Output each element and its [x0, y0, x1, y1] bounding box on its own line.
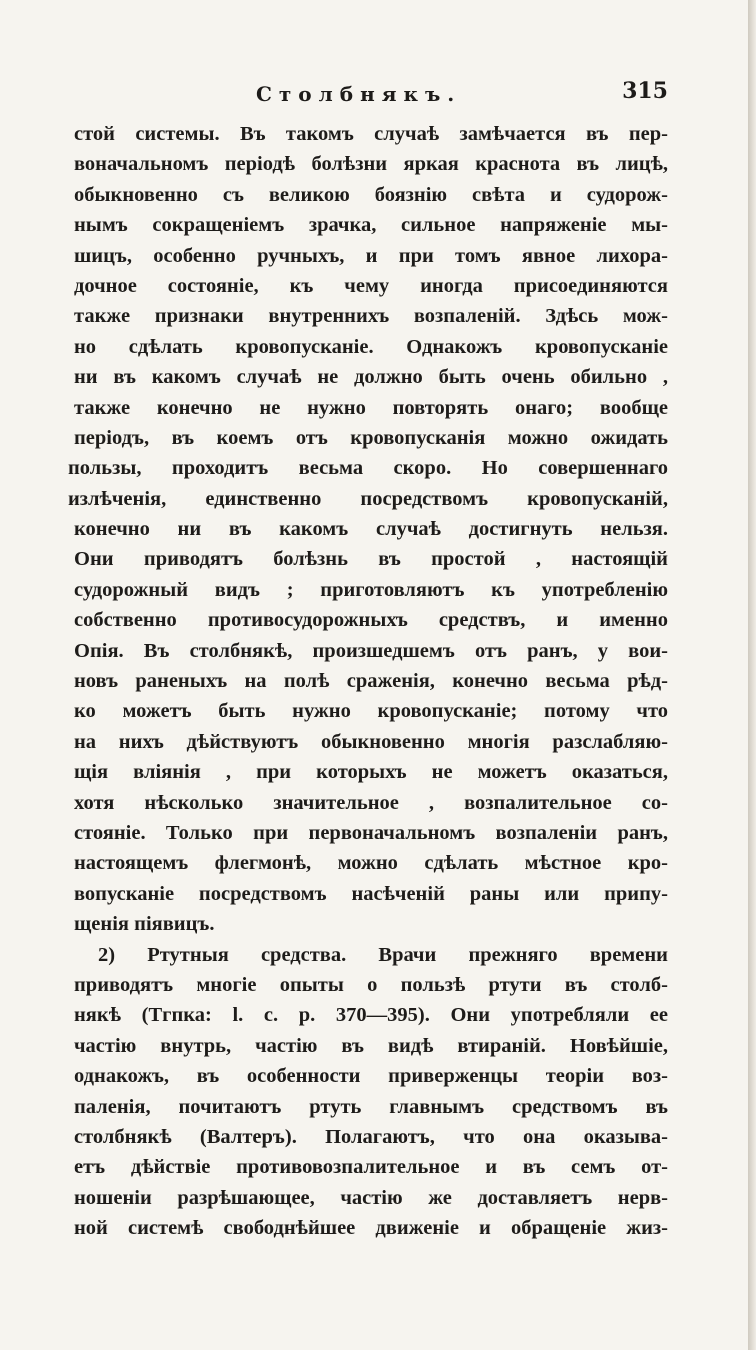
text-line: стой системы. Въ такомъ случаѣ замѣчается въ пер- — [74, 123, 668, 145]
body-text — [68, 119, 668, 1243]
text-line: Опія. Въ столбнякѣ, произшедшемъ отъ ранъ, у вои- — [74, 639, 668, 662]
text-line: настоящемъ флегмонѣ, можно сдѣлать мѣстное кро- — [74, 852, 668, 875]
text-line: щія вліянія , при которыхъ не можетъ оказаться, — [74, 761, 668, 784]
text-line: однакожъ, въ особенности приверженцы теоріи воз- — [74, 1065, 668, 1088]
text-line: стояніе. Только при первоначальномъ возпаленіи ранъ, — [74, 821, 668, 844]
text-line: на нихъ дѣйствуютъ обыкновенно многія разслабляю- — [74, 730, 668, 753]
page-number: 315 — [622, 78, 668, 104]
text-line: обыкновенно съ великою боязнію свѣта и судорож- — [74, 183, 668, 206]
text-line: пользы, проходитъ весьма скоро. Но совершеннаго — [68, 457, 668, 480]
text-line: етъ дѣйствіе противовозпалительное и въ семъ от- — [74, 1156, 668, 1179]
text-line: конечно ни въ какомъ случаѣ достигнуть нельзя. — [74, 518, 668, 541]
text-line: дочное состояніе, къ чему иногда присоединяются — [74, 274, 668, 297]
text-line: также конечно не нужно повторять онаго; вообще — [74, 396, 668, 419]
text-line: ко можетъ быть нужно кровопусканіе; потому что — [74, 700, 668, 723]
page-edge — [748, 0, 756, 1350]
text-line: періодъ, въ коемъ отъ кровопусканія можно ожидать — [74, 426, 668, 449]
text-line: нымъ сокращеніемъ зрачка, сильное напряженіе мы- — [74, 214, 668, 237]
running-title: Столбнякъ. — [256, 82, 462, 106]
text-line: приводятъ многіе опыты о пользѣ ртути въ столб- — [74, 973, 668, 996]
text-line: някѣ (Тгпка: l. c. p. 370—395). Они употребляли ее — [74, 1004, 668, 1027]
text-line: столбнякѣ (Валтеръ). Полагаютъ, что она оказыва- — [74, 1125, 668, 1148]
text-line: паленія, почитаютъ ртуть главнымъ средствомъ въ — [74, 1095, 668, 1118]
text-line: ношеніи разрѣшающее, частію же доставляетъ нерв- — [74, 1186, 668, 1209]
text-line: но сдѣлать кровопусканіе. Однакожъ кровопусканіе — [74, 335, 668, 358]
text-line: частію внутрь, частію въ видѣ втираній. Новѣйшіе, — [74, 1034, 668, 1057]
text-line: щенія піявицъ. — [74, 913, 215, 936]
text-line: судорожный видъ ; приготовляютъ къ употребленію — [74, 578, 668, 601]
text-line: также признаки внутреннихъ возпаленій. Здѣсь мож- — [74, 305, 668, 328]
text-line: шицъ, особенно ручныхъ, и при томъ явное лихора- — [74, 244, 668, 267]
text-line: ной системѣ свободнѣйшее движеніе и обращеніе жиз- — [74, 1217, 668, 1240]
text-line: вопусканіе посредствомъ насѣченій раны или припу- — [74, 882, 668, 905]
page-header — [74, 78, 668, 118]
text-line: собственно противосудорожныхъ средствъ, и именно — [74, 609, 668, 632]
text-line: излѣченія, единственно посредствомъ кровопусканій, — [68, 487, 668, 510]
text-line: хотя нѣсколько значительное , возпалительное со- — [74, 791, 668, 814]
text-line: Они приводятъ болѣзнь въ простой , настоящій — [74, 548, 668, 571]
text-line: новъ раненыхъ на полѣ сраженія, конечно весьма рѣд- — [74, 670, 668, 693]
text-line: воначальномъ періодѣ болѣзни яркая краснота въ лицѣ, — [74, 153, 668, 176]
text-line: ни въ какомъ случаѣ не должно быть очень обильно , — [74, 366, 668, 389]
text-line: 2) Ртутныя средства. Врачи прежняго времени — [98, 943, 668, 966]
